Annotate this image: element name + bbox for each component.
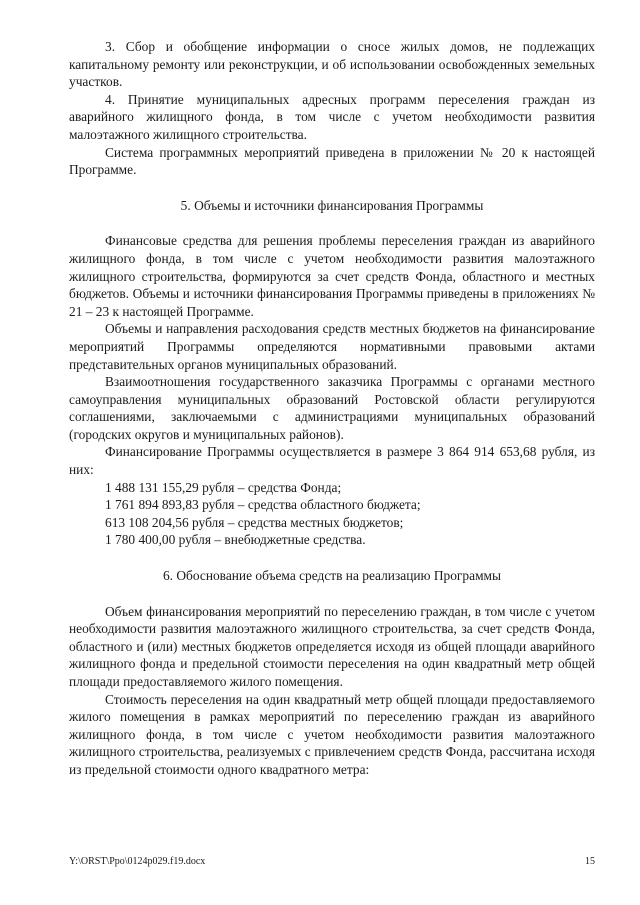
paragraph-item-4: 4. Принятие муниципальных адресных программ переселения граждан из аварийного жилищного фонда, в том числе с учетом необходимости развития малоэтажного жилищного строительства. [69, 91, 595, 142]
section-5-paragraph-1: Финансовые средства для решения проблемы переселения граждан из аварийного жилищного фонда, в том числе с учетом необходимости развития малоэтажного жилищного строительства, формируются за счет средств Фонда, областного и местных бюджетов. Объемы и источники финансирования Программы приведены в приложениях № 21 – 23 к настоящей Программе. [69, 233, 595, 319]
financing-item-local: 613 108 204,56 рубля – средства местных бюджетов; [105, 514, 404, 530]
financing-item-fund: 1 488 131 155,29 рубля – средства Фонда; [105, 479, 342, 495]
financing-list [69, 479, 595, 549]
footer-file-path: Y:\ORST\Ppo\0124p029.f19.docx [69, 856, 206, 867]
section-5-paragraph-4: Финансирование Программы осуществляется в размере 3 864 914 653,68 рубля, из них: [69, 444, 595, 478]
paragraph-system: Система программных мероприятий приведена в приложении № 20 к настоящей Программе. [69, 144, 595, 178]
section-6-heading: 6. Обоснование объема средств на реализацию Программы [162, 568, 502, 584]
financing-item-regional: 1 761 894 893,83 рубля – средства областного бюджета; [105, 497, 421, 513]
section-5-paragraph-3: Взаимоотношения государственного заказчика Программы с органами местного самоуправления муниципальных образований Ростовской области регулируются соглашениями, заключаемыми с администрациями муниципальных образований (городских округов и муниципальных районов). [69, 374, 595, 442]
section-5-heading: 5. Объемы и источники финансирования Программы [180, 197, 484, 213]
paragraph-item-3: 3. Сбор и обобщение информации о сносе жилых домов, не подлежащих капитальному ремонту или реконструкции, и об использовании освобожденных земельных участков. [69, 39, 595, 90]
section-6-paragraph-2: Стоимость переселения на один квадратный метр общей площади предоставляемого жилого помещения в рамках мероприятий по переселению граждан из аварийного жилищного фонда, в том числе с учетом необходимости развития малоэтажного жилищного строительства, реализуемых с привлечением средств Фонда, рассчитана исходя из предельной стоимости одного квадратного метра: [69, 691, 595, 777]
document-page [69, 38, 595, 779]
section-5-paragraph-2: Объемы и направления расходования средств местных бюджетов на финансирование мероприятий Программы определяются нормативными правовыми актами представительных органов муниципальных образований. [69, 321, 595, 372]
section-6-paragraph-1: Объем финансирования мероприятий по переселению граждан, в том числе с учетом необходимости развития малоэтажного жилищного строительства, за счет средств Фонда, областного и (или) местных бюджетов определяется исходя из общей площади аварийного жилищного фонда и предельной стоимости переселения на один квадратный метр общей площади предоставляемого жилого помещения. [69, 603, 595, 689]
footer-page-number: 15 [585, 856, 595, 867]
financing-item-extrabudget: 1 780 400,00 рубля – внебюджетные средства. [105, 532, 366, 548]
